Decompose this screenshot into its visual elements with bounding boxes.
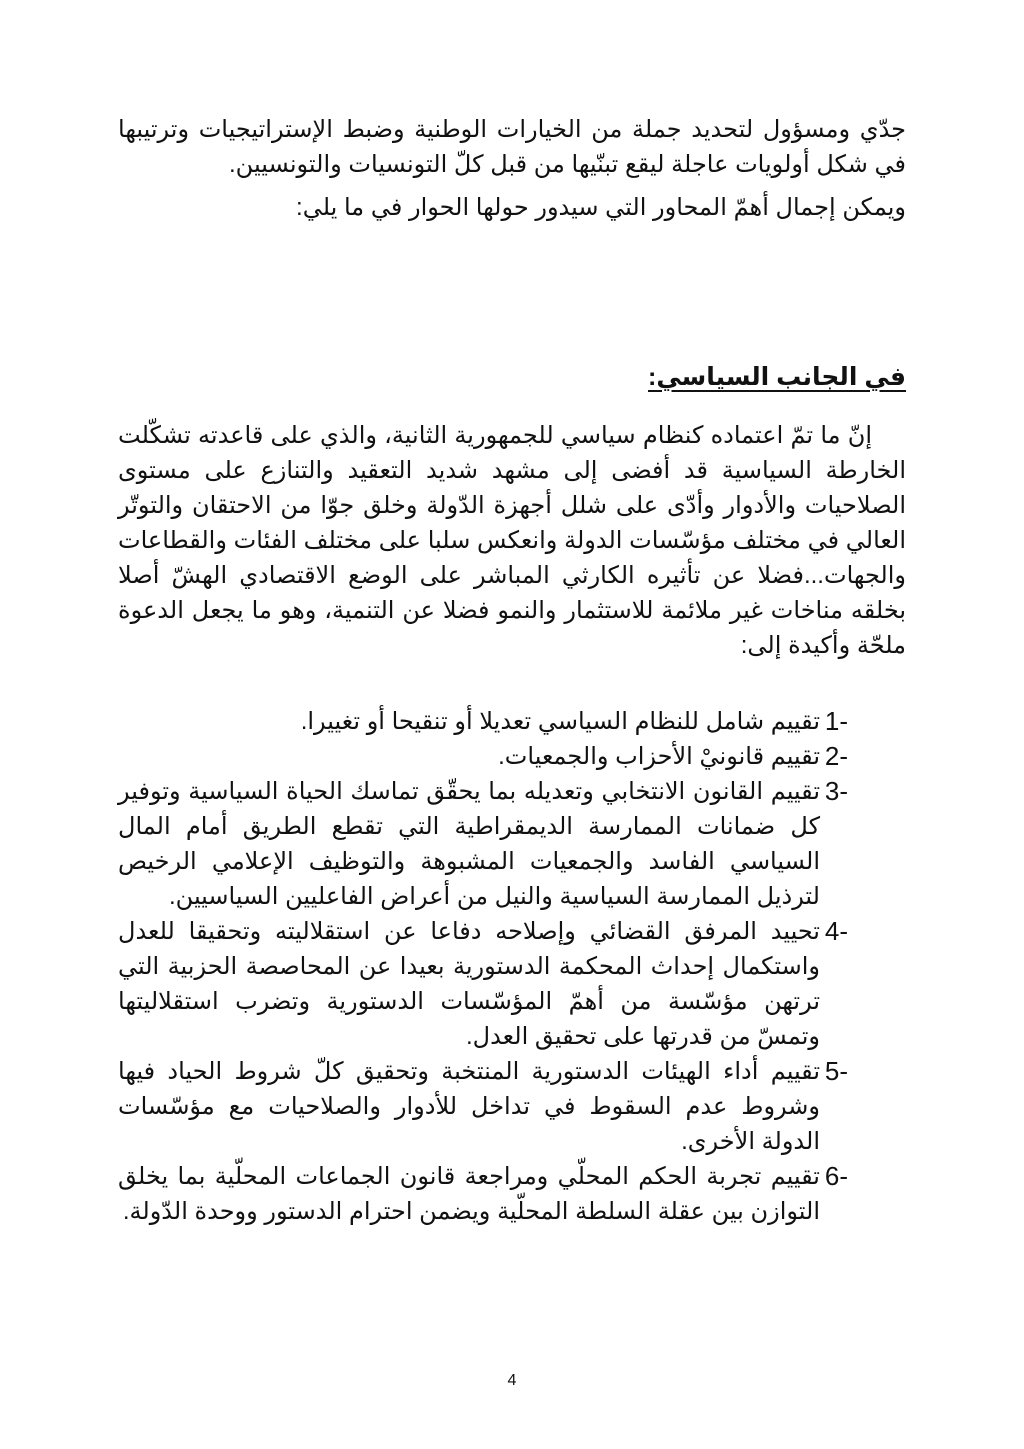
section-body (118, 418, 906, 663)
recommendations-list (118, 704, 848, 1229)
list-item-text: تقييم أداء الهيئات الدستورية المنتخبة وتحقيق كلّ شروط الحياد فيها وشروط عدم السقوط في تداخل للأدوار والصلاحيات مع مؤسّسات الدولة الأخرى. (118, 1058, 820, 1155)
list-item-number: 2- (824, 741, 848, 771)
list-item (118, 914, 848, 1054)
list-item-text: تقييم شامل للنظام السياسي تعديلا أو تنقيحا أو تغييرا. (300, 708, 820, 735)
section-paragraph (118, 418, 906, 663)
list-item (118, 739, 848, 774)
intro-summary-line: ويمكن إجمال أهمّ المحاور التي سيدور حولها الحوار في ما يلي: (296, 194, 906, 221)
list-item-number: 3- (824, 776, 848, 806)
list-item-number: 1- (824, 706, 848, 736)
list-item-text: تحييد المرفق القضائي وإصلاحه دفاعا عن استقلاليته وتحقيقا للعدل واستكمال إحداث المحكمة الدستورية بعيدا عن المحاصصة الحزبية التي ترتهن مؤسّسة من أهمّ المؤسّسات الدستورية وتضرب استقلاليتها وتمسّ من قدرتها على تحقيق العدل. (118, 918, 820, 1050)
list-item (118, 704, 848, 739)
list-item-text: تقييم قانونيْ الأحزاب والجمعيات. (498, 743, 820, 770)
intro-block (118, 112, 906, 225)
list-item-number: 5- (824, 1056, 848, 1086)
page-number: 4 (507, 1372, 517, 1389)
list-item-text: تقييم القانون الانتخابي وتعديله بما يحقّق تماسك الحياة السياسية وتوفير كل ضمانات الممارسة الديمقراطية التي تقطع الطريق أمام المال السياسي الفاسد والجمعيات المشبوهة والتوظيف الإعلامي الرخيص لترذيل الممارسة السياسية والنيل من أعراض الفاعليين السياسيين. (118, 778, 820, 910)
list-item-text: تقييم تجربة الحكم المحلّي ومراجعة قانون الجماعات المحلّية بما يخلق التوازن بين عقلة السلطة المحلّية ويضمن احترام الدستور ووحدة الدّولة. (118, 1163, 820, 1225)
list-item (118, 774, 848, 914)
list-item (118, 1159, 848, 1229)
list-item-number: 4- (824, 916, 848, 946)
section-heading: في الجانب السياسي: (648, 363, 906, 391)
section-paragraph-text: إنّ ما تمّ اعتماده كنظام سياسي للجمهورية الثانية، والذي على قاعدته تشكّلت الخارطة السياسية قد أفضى إلى مشهد شديد التعقيد والتنازع على مستوى الصلاحيات والأدوار وأدّى على شلل أجهزة الدّولة وخلق جوّا من الاحتقان والتوتّر العالي في مختلف مؤسّسات الدولة وانعكس سلبا على مختلف الفئات والقطاعات والجهات...فضلا عن تأثيره الكارثي المباشر على الوضع الاقتصادي الهشّ أصلا بخلقه مناخات غير ملائمة للاستثمار والنمو فضلا عن التنمية، وهو ما يجعل الدعوة ملحّة وأكيدة إلى: (118, 422, 907, 659)
list-item (118, 1054, 848, 1159)
list-item-number: 6- (824, 1161, 848, 1191)
intro-paragraph: جدّي ومسؤول لتحديد جملة من الخيارات الوطنية وضبط الإستراتيجيات وترتيبها في شكل أولويات عاجلة ليقع تبنّيها من قبل كلّ التونسيات والتونسيين. (118, 116, 906, 178)
